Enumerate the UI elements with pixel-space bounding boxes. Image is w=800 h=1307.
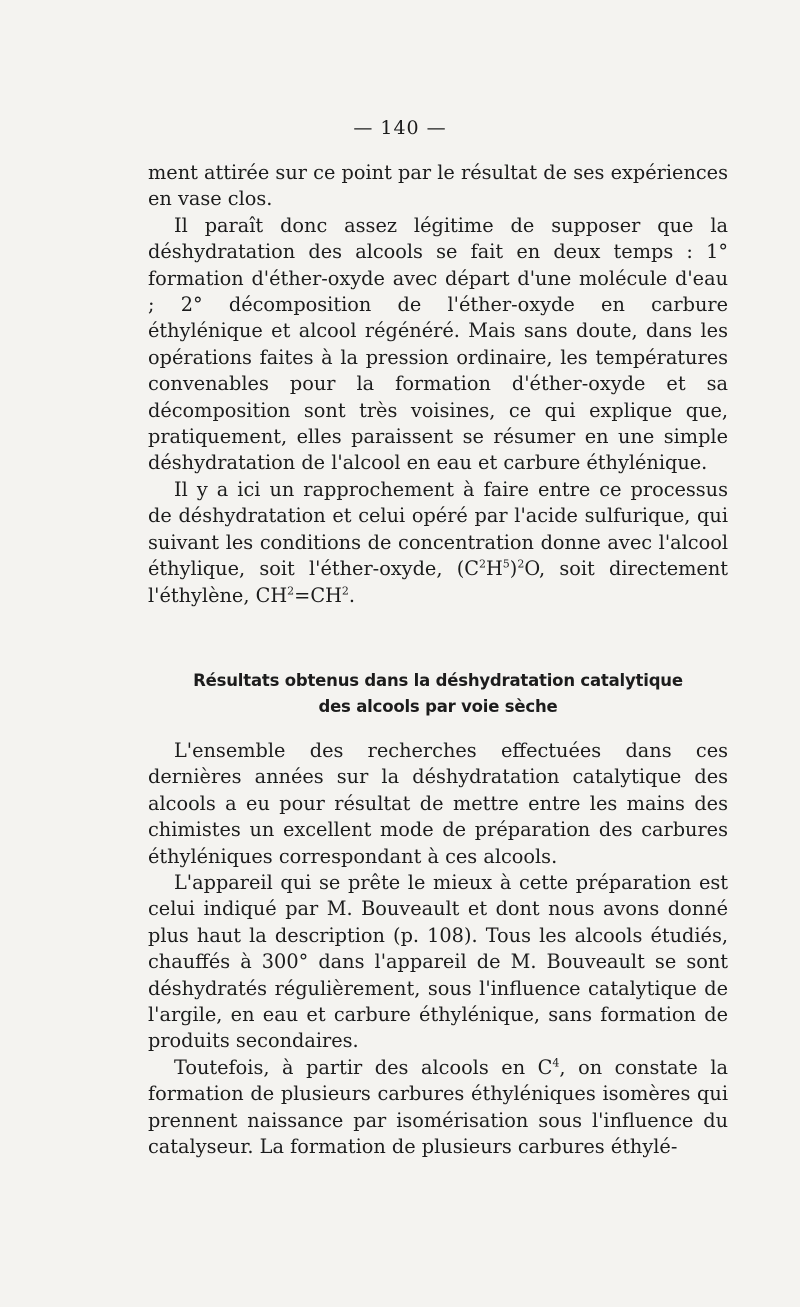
body-text-top — [148, 160, 728, 477]
section-heading-line-1: Résultats obtenus dans la déshydratation catalytique — [193, 671, 683, 690]
body-text-bottom — [148, 738, 728, 1161]
paragraph-isomers: Toutefois, à partir des alcools en $C^4$, on constate la formation de plusieurs carbures éthyléniques isomères qui prennent naissance par isomérisation sous l'influence du catalyseur. La formation de plusieurs carbures éthylé- — [148, 1055, 728, 1159]
section-heading — [148, 668, 728, 720]
paragraph-dehydration-steps: Il paraît donc assez légitime de supposer que la déshydratation des alcools se fait en deux temps : 1° formation d'éther-oxyde avec départ d'une molécule d'eau ; 2° décomposition de l'éther-oxyde en carbure éthylénique et alcool régénéré. Mais sans doute, dans les opérations faites à la pression ordinaire, les températures convenables pour la formation d'éther-oxyde et sa décomposition sont très voisines, ce qui explique que, pratiquement, elles paraissent se résumer en une simple déshydratation de l'alcool en eau et carbure éthylénique. — [148, 213, 728, 475]
paragraph-bouveault-apparatus: L'appareil qui se prête le mieux à cette préparation est celui indiqué par M. Bouveault et dont nous avons donné plus haut la description (p. 108). Tous les alcools étudiés, chauffés à 300° dans l'appareil de M. Bouveault se sont déshydratés régulièrement, sous l'influence catalytique de l'argile, en eau et carbure éthylénique, sans formation de produits secondaires. — [148, 871, 728, 1053]
paragraph-continuation: ment attirée sur ce point par le résultat de ses expériences en vase clos. — [148, 161, 728, 211]
paragraph-sulfuric-acid: Il y a ici un rapprochement à faire entre ce processus de déshydratation et celui opéré par l'acide sulfurique, qui suivant les conditions de concentration donne avec l'alcool éthylique, soit l'éther-oxyde, $(C^2H^5)^2O$, soit directement l'éthylène, $CH^2=CH^2$. — [148, 478, 728, 607]
page-number: — 140 — — [353, 117, 447, 139]
body-text-middle — [148, 477, 728, 609]
section-heading-line-2: des alcools par voie sèche — [318, 697, 558, 716]
paragraph-catalytic-research: L'ensemble des recherches effectuées dans ces dernières années sur la déshydratation catalytique des alcools a eu pour résultat de mettre entre les mains des chimistes un excellent mode de préparation des carbures éthyléniques correspondant à ces alcools. — [148, 739, 728, 868]
